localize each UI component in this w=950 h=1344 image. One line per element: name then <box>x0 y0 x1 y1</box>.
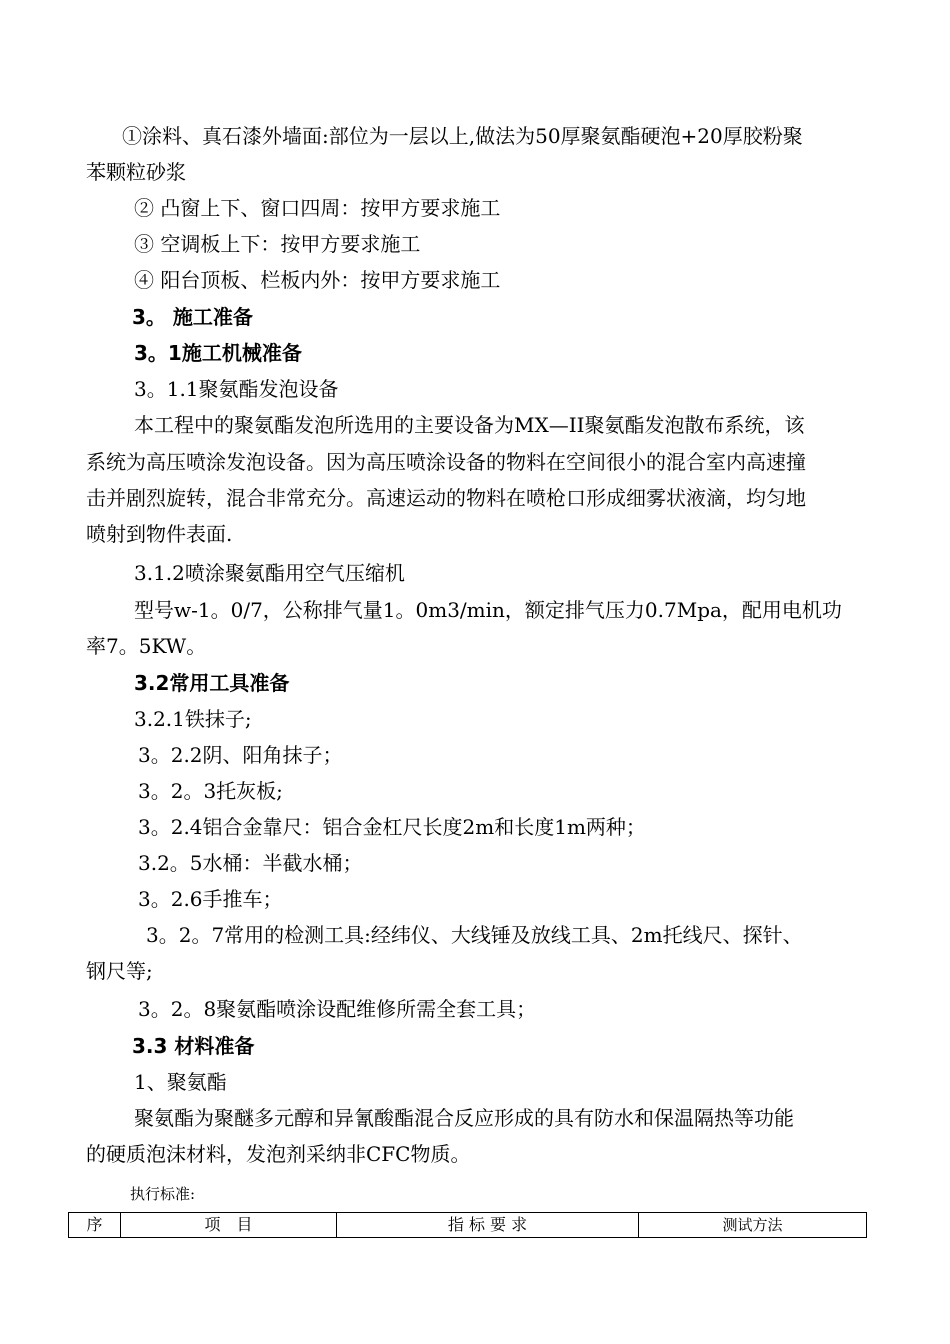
list-item: 3.2.1铁抹子; <box>134 707 252 731</box>
paragraph-line: 型号w-1。0/7，公称排气量1。0m3/min，额定排气压力0.7Mpa，配用电机功 <box>134 598 842 622</box>
section-heading: 3。 施工准备 <box>132 305 253 329</box>
list-item: 3。2。7常用的检测工具:经纬仪、大线锤及放线工具、2m托线尺、探针、 <box>146 923 803 947</box>
subsection-heading: 3。1.1聚氨酯发泡设备 <box>134 377 339 401</box>
paragraph-line: 的硬质泡沫材料，发泡剂采纳非CFC物质。 <box>86 1142 471 1166</box>
paragraph-line: 本工程中的聚氨酯发泡所选用的主要设备为MX—II聚氨酯发泡散布系统，该 <box>134 413 805 437</box>
paragraph-line: 率7。5KW。 <box>86 634 207 658</box>
list-item: 3。2。3托灰板; <box>138 779 283 803</box>
paragraph-line: 苯颗粒砂浆 <box>86 160 186 184</box>
paragraph-line: ④ 阳台顶板、栏板内外：按甲方要求施工 <box>134 268 501 292</box>
section-heading: 3.2常用工具准备 <box>134 671 290 695</box>
standard-caption: 执行标准: <box>130 1185 196 1203</box>
table-header-row <box>69 1213 867 1238</box>
list-item: 3。2.6手推车； <box>138 887 283 911</box>
subsection-heading: 1、聚氨酯 <box>134 1070 227 1094</box>
table-header-cell: 序 <box>69 1213 121 1238</box>
section-heading: 3。1施工机械准备 <box>134 341 302 365</box>
paragraph-line: 喷射到物件表面. <box>86 522 233 546</box>
standard-table <box>68 1212 867 1238</box>
subsection-heading: 3.1.2喷涂聚氨酯用空气压缩机 <box>134 561 405 585</box>
table-header-cell: 指 标 要 求 <box>337 1213 639 1238</box>
paragraph-line: ①涂料、真石漆外墙面:部位为一层以上,做法为50厚聚氨酯硬泡+20厚胶粉聚 <box>122 124 803 148</box>
list-item: 3。2。8聚氨酯喷涂设配维修所需全套工具； <box>138 997 537 1021</box>
table-header-cell: 项 目 <box>121 1213 337 1238</box>
list-item: 钢尺等; <box>86 959 153 983</box>
list-item: 3。2.4铝合金靠尺：铝合金杠尺长度2m和长度1m两种； <box>138 815 646 839</box>
paragraph-line: 聚氨酯为聚醚多元醇和异氰酸酯混合反应形成的具有防水和保温隔热等功能 <box>134 1106 794 1130</box>
list-item: 3.2。5水桶：半截水桶； <box>138 851 363 875</box>
section-heading: 3.3 材料准备 <box>132 1034 255 1058</box>
paragraph-line: ② 凸窗上下、窗口四周：按甲方要求施工 <box>134 196 501 220</box>
paragraph-line: 击并剧烈旋转，混合非常充分。高速运动的物料在喷枪口形成细雾状液滴，均匀地 <box>86 486 806 510</box>
paragraph-line: 系统为高压喷涂发泡设备。因为高压喷涂设备的物料在空间很小的混合室内高速撞 <box>86 450 806 474</box>
paragraph-line: ③ 空调板上下：按甲方要求施工 <box>134 232 421 256</box>
list-item: 3。2.2阴、阳角抹子； <box>138 743 343 767</box>
table-header-cell: 测试方法 <box>639 1213 867 1238</box>
